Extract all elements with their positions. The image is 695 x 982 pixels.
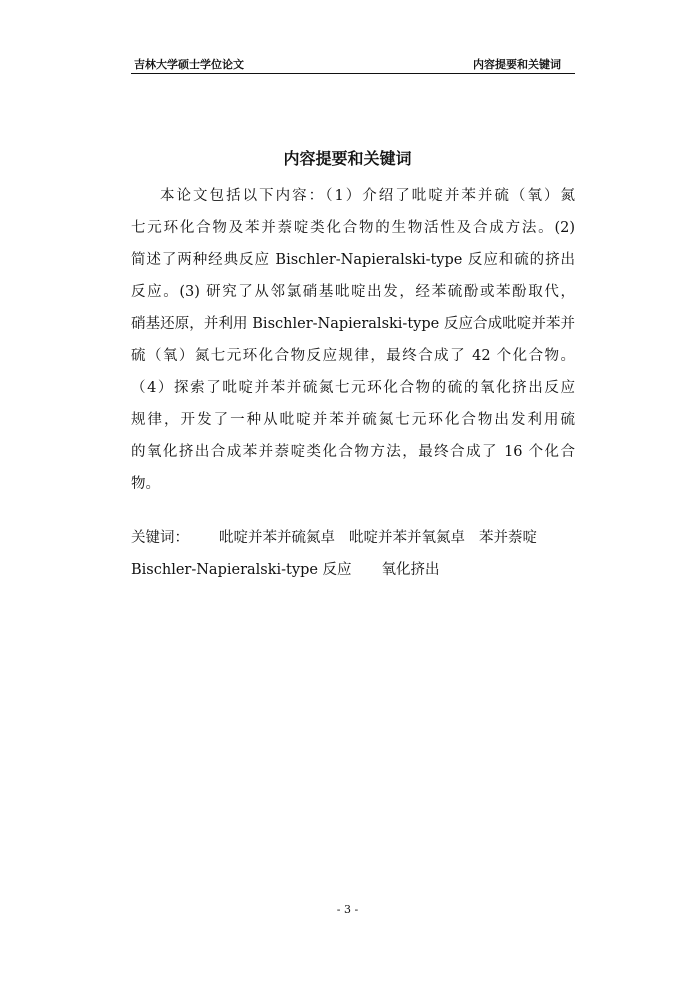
abstract-line: 反应。(3) 研究了从邻氯硝基吡啶出发，经苯硫酚或苯酚取代，: [131, 284, 575, 300]
header-university-title: 吉林大学硕士学位论文: [134, 58, 244, 71]
keyword-item: 苯并萘啶: [479, 530, 537, 546]
page-number: - 3 -: [336, 903, 359, 916]
abstract-paragraph: [131, 180, 575, 500]
running-header: [131, 52, 575, 72]
abstract-line: 规律，开发了一种从吡啶并苯并硫氮七元环化合物出发利用硫: [131, 412, 575, 428]
keywords-block: [131, 522, 575, 586]
abstract-line: 七元环化合物及苯并萘啶类化合物的生物活性及合成方法。(2): [131, 220, 575, 236]
keyword-item: 氧化挤出: [381, 562, 440, 578]
abstract-line: 的氧化挤出合成苯并萘啶类化合物方法，最终合成了 16 个化合: [131, 444, 575, 460]
abstract-line: 硫（氧）氮七元环化合物反应规律，最终合成了 42 个化合物。: [131, 348, 575, 364]
header-divider: [131, 73, 575, 74]
keyword-item: Bischler-Napieralski-type 反应: [131, 562, 352, 578]
header-section-title: 内容提要和关键词: [473, 58, 561, 71]
section-title: 内容提要和关键词: [283, 149, 412, 168]
keyword-item: 吡啶并苯并硫氮卓: [219, 530, 335, 546]
abstract-line: 简述了两种经典反应 Bischler-Napieralski-type 反应和硫的挤出: [131, 252, 575, 268]
keywords-label: 关键词：: [131, 530, 189, 546]
abstract-line: 物。: [131, 476, 160, 492]
abstract-line: （4）探索了吡啶并苯并硫氮七元环化合物的硫的氧化挤出反应: [131, 380, 575, 396]
keyword-item: 吡啶并苯并氧氮卓: [349, 530, 465, 546]
abstract-line: 本论文包括以下内容：（1）介绍了吡啶并苯并硫（氧）氮: [160, 188, 575, 204]
abstract-line: 硝基还原，并利用 Bischler-Napieralski-type 反应合成吡啶并苯并: [131, 316, 575, 332]
